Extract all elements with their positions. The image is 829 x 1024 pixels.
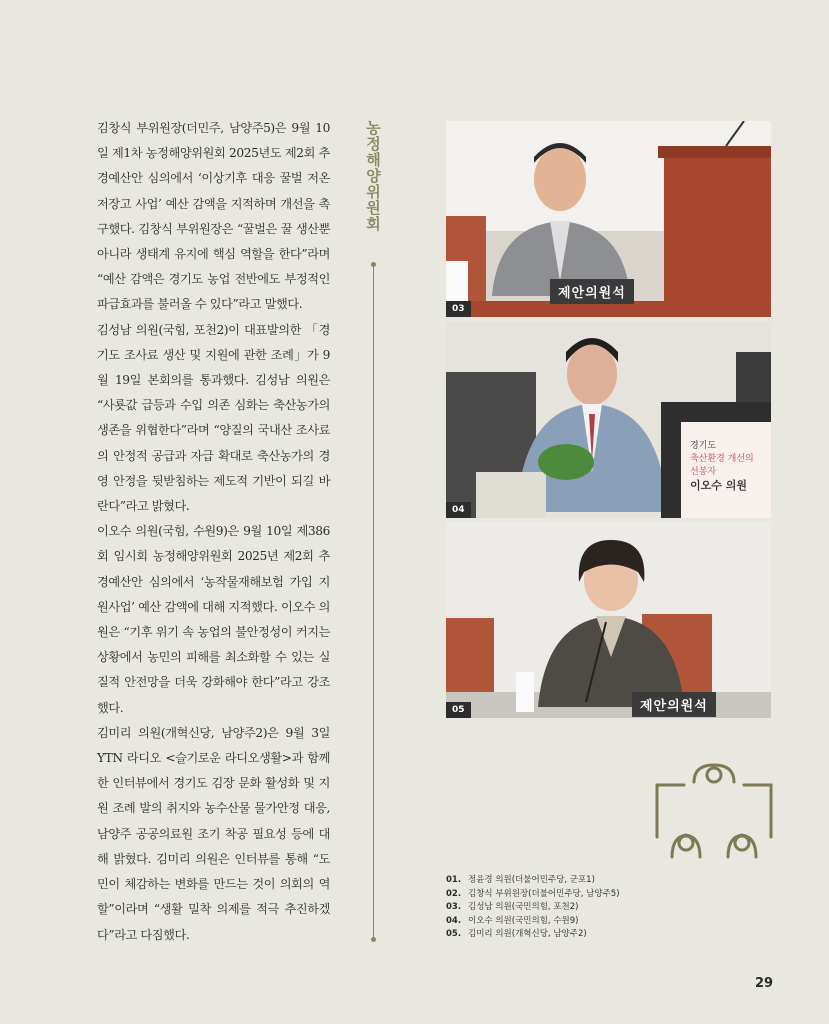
caption-row	[446, 874, 776, 888]
photo-05-image	[446, 522, 771, 718]
caption-text: 김성남 의원(국민의힘, 포천2)	[468, 902, 579, 912]
photo-04	[446, 322, 771, 518]
sign-line: 선봉자	[690, 467, 717, 477]
article-body	[97, 116, 330, 948]
divider-dot-top	[371, 262, 376, 267]
caption-text: 김미리 의원(개혁신당, 남양주2)	[468, 929, 587, 939]
section-label: 농정해양위원회	[364, 120, 382, 232]
caption-row	[446, 915, 776, 929]
caption-row	[446, 901, 776, 915]
sign-line: 이오수 의원	[690, 479, 747, 492]
caption-text: 정윤경 의원(더불어민주당, 군포1)	[468, 875, 595, 885]
photo-number: 04	[446, 502, 471, 518]
caption-number: 04.	[446, 915, 462, 926]
meeting-table-icon	[654, 757, 774, 867]
divider-dot-bottom	[371, 937, 376, 942]
photo-number: 03	[446, 301, 471, 317]
photo-05	[446, 522, 771, 718]
caption-number: 03.	[446, 902, 462, 912]
desk-sign	[690, 440, 754, 492]
caption-number: 05.	[446, 929, 462, 939]
paragraph-kim-miri: 김미리 의원(개혁신당, 남양주2)은 9월 3일 YTN 라디오 <슬기로운 라디오생활>과 함께한 인터뷰에서 경기도 김장 문화 활성화 및 지원 조례 발의 취지와 농수산물 물가안정 대응, 남양주 공공의료원 조기 착공 필요성 등에 대해 밝혔다. 김미리 의원은 인터뷰를 통해 “도민이 체감하는 변화를 만드는 것이 의회의 역할”이라며 “생활 밀착 의제를 적극 추진하겠다”라고 다짐했다.	[97, 725, 330, 942]
caption-row	[446, 928, 776, 942]
photo-number: 05	[446, 702, 471, 718]
caption-text: 김창식 부위원장(더불어민주당, 남양주5)	[468, 888, 620, 899]
photo-03	[446, 121, 771, 317]
sign-line: 축산환경 개선의	[690, 454, 754, 464]
paragraph-lee-osu: 이오수 의원(국힘, 수원9)은 9월 10일 제386회 임시회 농정해양위원회 2025년 제2회 추경예산안 심의에서 ‘농작물재해보험 가입 지원사업’ 예산 감액에 대해 지적했다. 이오수 의원은 “기후 위기 속 농업의 불안정성이 커지는 상황에서 농민의 피해를 최소화할 수 있는 실질적 안전망을 더욱 강화해야 한다”라고 강조했다.	[97, 524, 330, 715]
caption-text: 이오수 의원(국민의힘, 수원9)	[468, 915, 579, 926]
caption-row	[446, 888, 776, 902]
nameplate: 제안의원석	[632, 692, 716, 717]
photo-captions	[446, 874, 776, 942]
nameplate: 제안의원석	[550, 279, 634, 304]
caption-number: 01.	[446, 875, 462, 885]
caption-number: 02.	[446, 888, 462, 899]
page-number: 29	[755, 976, 774, 991]
section-divider	[373, 262, 374, 942]
paragraph-kim-changsik: 김창식 부위원장(더민주, 남양주5)은 9월 10일 제1차 농정해양위원회 2025년도 제2회 추경예산안 심의에서 ‘이상기후 대응 꿀벌 저온 저장고 사업’ 예산 감액을 지적하며 개선을 촉구했다. 김창식 부위원장은 “꿀벌은 꿀 생산뿐 아니라 생태계 유지에 핵심 역할을 한다”라며 “예산 감액은 경기도 농업 전반에도 부정적인 파급효과를 불러올 수 있다”라고 말했다.	[97, 121, 330, 312]
paragraph-kim-seongnam: 김성남 의원(국힘, 포천2)이 대표발의한 「경기도 조사료 생산 및 지원에 관한 조례」가 9월 19일 본회의를 통과했다. 김성남 의원은 “사룟값 급등과 수입 의존 심화는 축산농가의 생존을 위협한다”라며 “양질의 국내산 조사료의 안정적 공급과 자급 확대로 축산농가의 경영 안정을 뒷받침하는 제도적 기반이 되길 바란다”라고 밝혔다.	[97, 322, 330, 514]
sign-line: 경기도	[690, 441, 717, 451]
